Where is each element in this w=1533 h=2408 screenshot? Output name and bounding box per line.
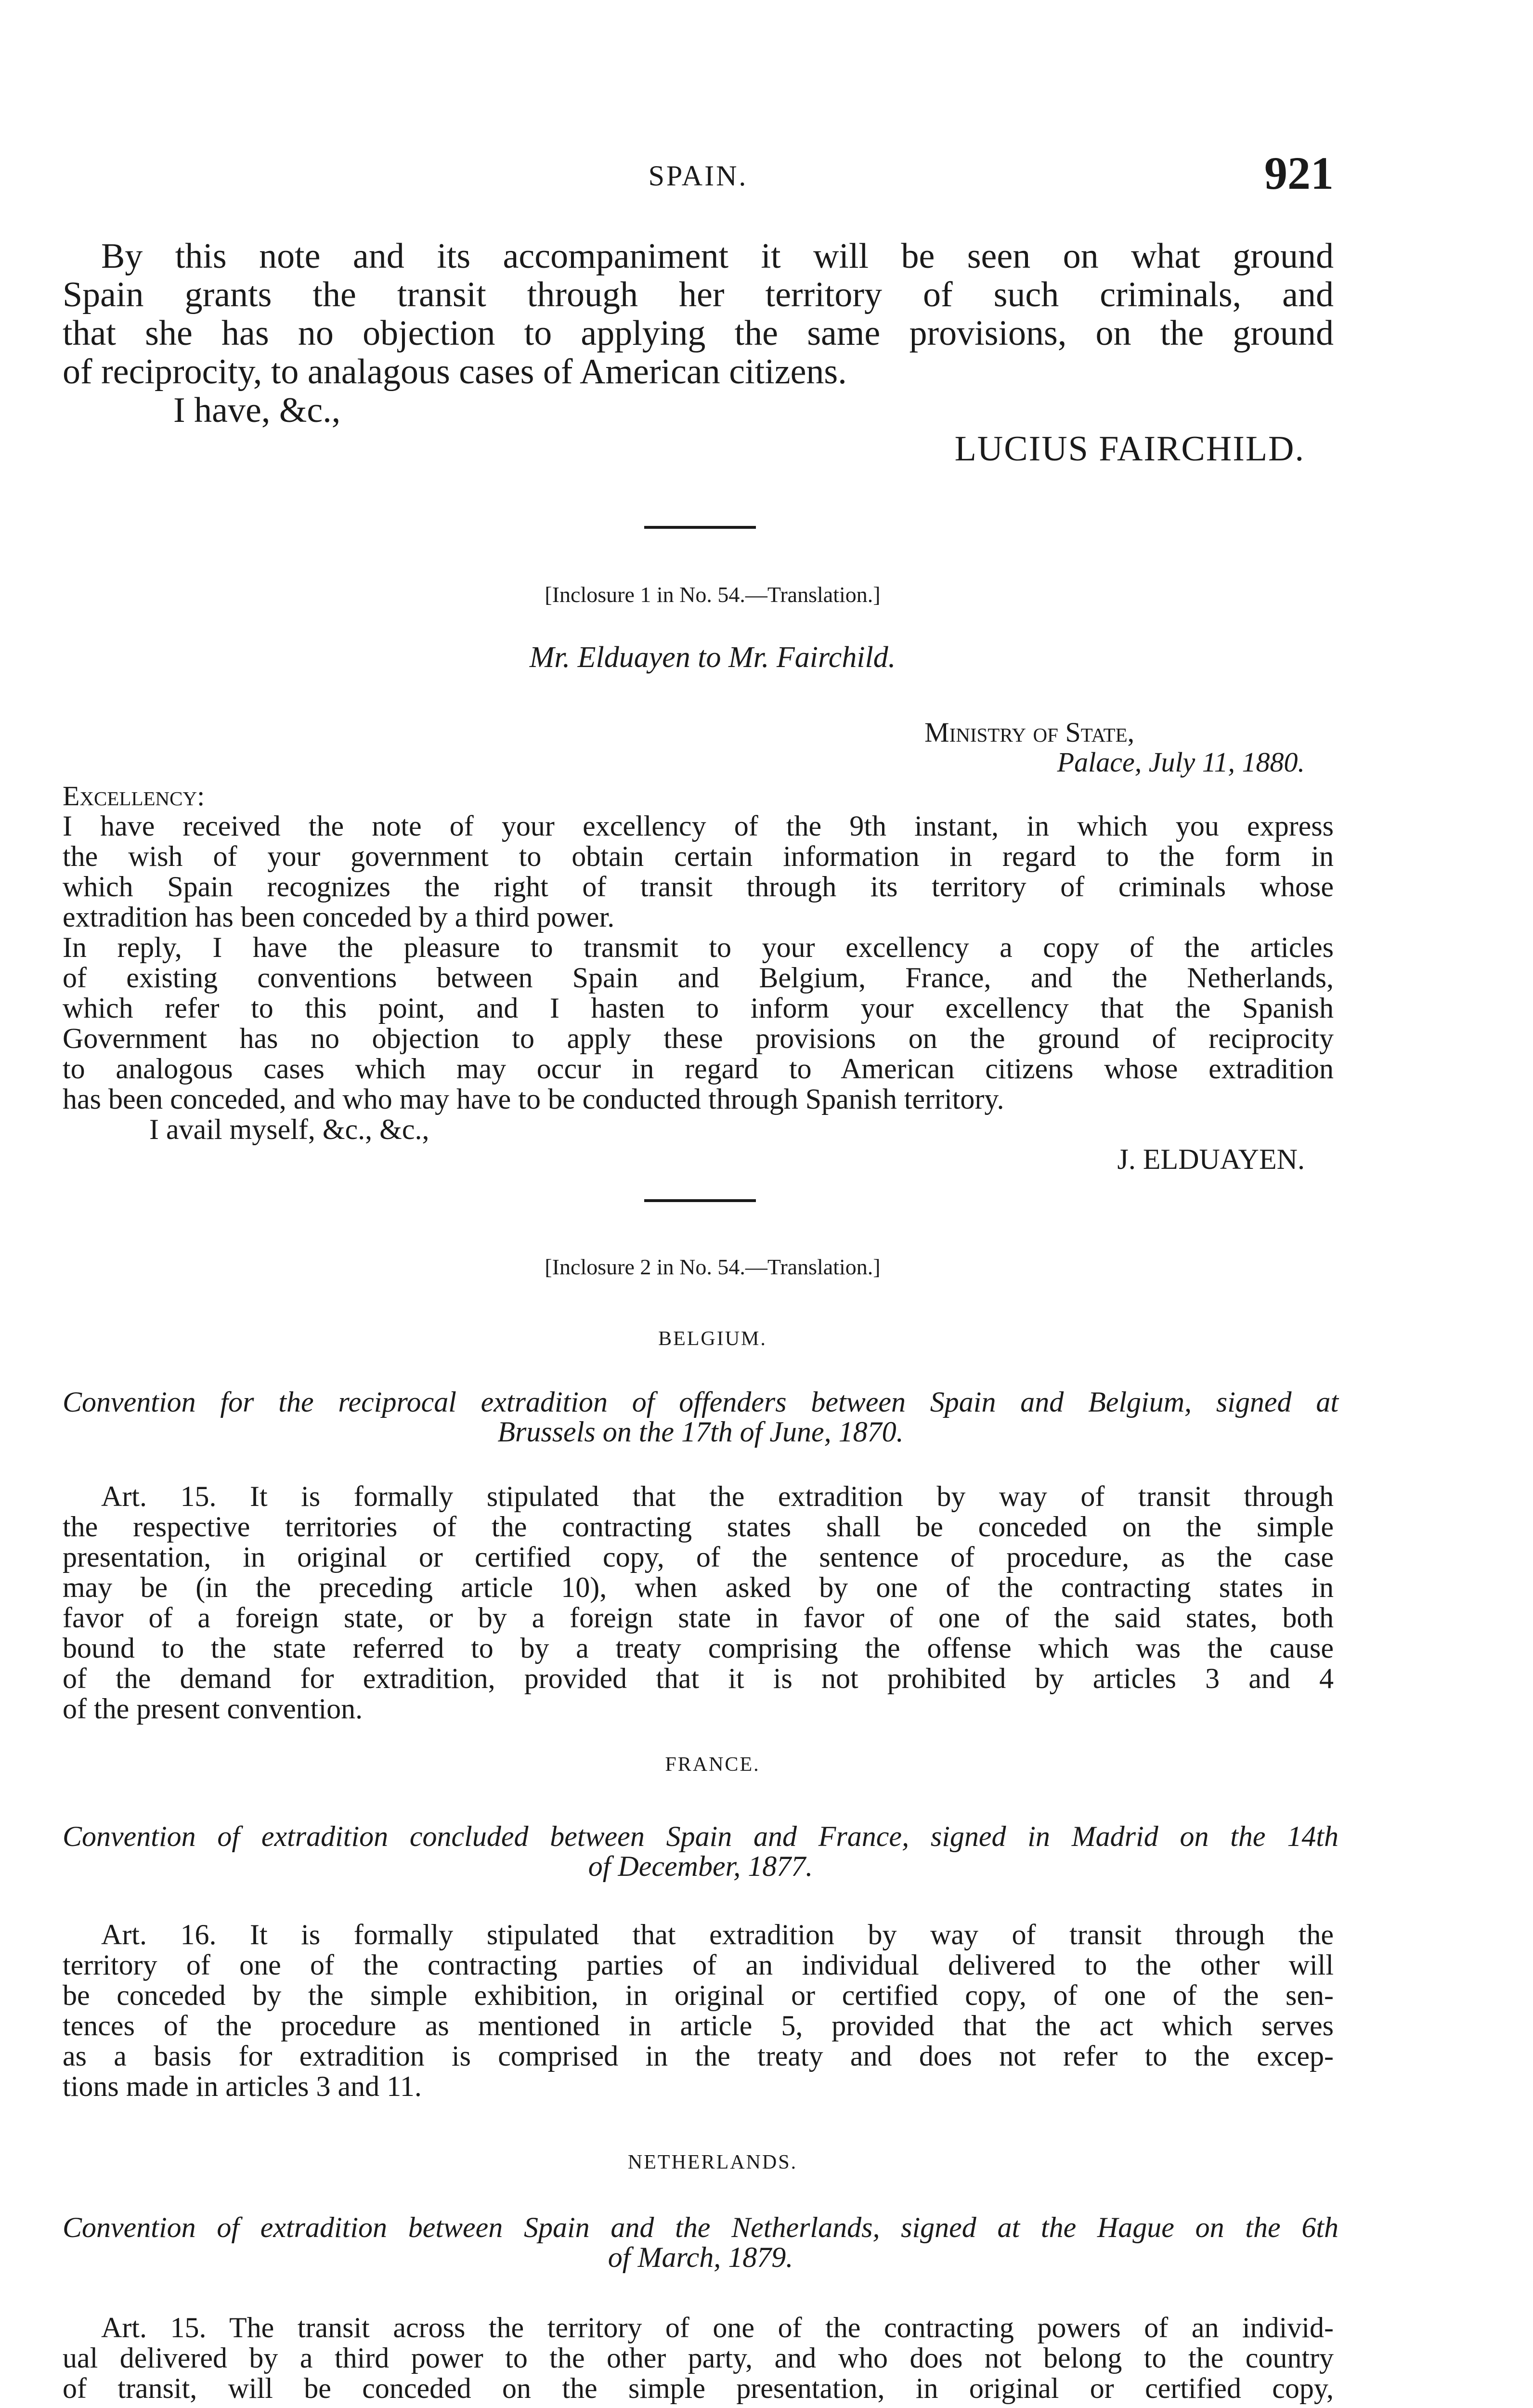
letter-line: In reply, I have the pleasure to transmit to your excellency a copy of the articles: [63, 931, 1334, 963]
letter-line: to analogous cases which may occur in regard to American citizens whose extradition: [63, 1053, 1334, 1085]
article-line: tences of the procedure as mentioned in article 5, provided that the act which serves: [63, 2010, 1334, 2042]
inclosure-1-heading: [Inclosure 1 in No. 54.—Translation.]: [545, 582, 881, 607]
netherlands-title-line: Convention of extradition between Spain and the Netherlands, signed at the Hague on the 6th: [63, 2212, 1338, 2243]
article-line: tions made in articles 3 and 11.: [63, 2070, 422, 2102]
belgium-title-line: Brussels on the 17th of June, 1870.: [497, 1416, 904, 1448]
netherlands-heading: NETHERLANDS.: [627, 2151, 798, 2173]
article-line: territory of one of the contracting parties of an individual delivered to the other will: [63, 1949, 1334, 1981]
letter-closing: I avail myself, &c., &c.,: [149, 1113, 429, 1145]
article-line: of transit, will be conceded on the simple presentation, in original or certified copy,: [63, 2372, 1334, 2404]
france-heading: FRANCE.: [665, 1754, 760, 1776]
france-title-line: of December, 1877.: [588, 1850, 813, 1882]
letter-date: Palace, July 11, 1880.: [1057, 746, 1305, 778]
letter-line: Government has no objection to apply these provisions on the ground of reciprocity: [63, 1022, 1334, 1054]
section-divider: [644, 1199, 756, 1202]
inclosure-1-title: Mr. Elduayen to Mr. Fairchild.: [529, 641, 896, 674]
opening-closing: I have, &c.,: [173, 391, 341, 430]
letter-paragraph-2: [63, 932, 1334, 1114]
letter-signature: J. ELDUAYEN.: [1117, 1143, 1305, 1175]
letter-line: which refer to this point, and I hasten to inform your excellency that the Spanish: [63, 992, 1334, 1024]
article-line: may be (in the preceding article 10), when asked by one of the contracting states in: [63, 1571, 1334, 1603]
article-line: as a basis for extradition is comprised in the treaty and does not refer to the excep-: [63, 2040, 1334, 2072]
netherlands-title: [63, 2212, 1338, 2272]
letter-line: of existing conventions between Spain and Belgium, France, and the Netherlands,: [63, 962, 1334, 994]
article-line: presentation, in original or certified copy, of the sentence of procedure, as the case: [63, 1541, 1334, 1573]
letter-line: has been conceded, and who may have to be conducted through Spanish territory.: [63, 1083, 1004, 1115]
opening-line: By this note and its accompaniment it will be seen on what ground: [101, 236, 1334, 276]
running-head: SPAIN.: [648, 160, 748, 192]
page-number: 921: [1264, 147, 1334, 199]
belgium-title: [63, 1387, 1338, 1447]
article-line: bound to the state referred to by a treaty comprising the offense which was the cause: [63, 1632, 1334, 1664]
opening-signature: LUCIUS FAIRCHILD.: [954, 429, 1305, 469]
belgium-article: [63, 1481, 1334, 1724]
netherlands-article: [63, 2313, 1334, 2404]
opening-line: that she has no objection to applying the same provisions, on the ground: [63, 314, 1334, 353]
article-line: Art. 15. It is formally stipulated that the extradition by way of transit through: [101, 1480, 1334, 1512]
letter-line: extradition has been conceded by a third power.: [63, 901, 615, 933]
france-title-line: Convention of extradition concluded between Spain and France, signed in Madrid on the 14th: [63, 1820, 1338, 1852]
inclosure-2-heading: [Inclosure 2 in No. 54.—Translation.]: [545, 1255, 881, 1279]
opening-line: of reciprocity, to analagous cases of American citizens.: [63, 352, 847, 392]
opening-paragraph: [63, 237, 1334, 391]
letter-paragraph-1: [63, 811, 1334, 932]
belgium-heading: BELGIUM.: [658, 1328, 767, 1350]
netherlands-title-line: of March, 1879.: [608, 2241, 793, 2273]
letter-salutation: Excellency:: [63, 780, 205, 811]
article-line: of the demand for extradition, provided that it is not prohibited by articles 3 and 4: [63, 1662, 1334, 1694]
france-article: [63, 1920, 1334, 2102]
letter-place: Ministry of State,: [924, 717, 1135, 748]
article-line: favor of a foreign state, or by a foreign state in favor of one of the said states, both: [63, 1602, 1334, 1634]
article-line: the respective territories of the contracting states shall be conceded on the simple: [63, 1511, 1334, 1543]
letter-line: I have received the note of your excellency of the 9th instant, in which you express: [63, 810, 1334, 842]
belgium-title-line: Convention for the reciprocal extradition of offenders between Spain and Belgium, signed at: [63, 1386, 1338, 1418]
letter-line: the wish of your government to obtain certain information in regard to the form in: [63, 840, 1334, 872]
letter-line: which Spain recognizes the right of transit through its territory of criminals whose: [63, 871, 1334, 903]
article-line: be conceded by the simple exhibition, in original or certified copy, of one of the sen-: [63, 1979, 1334, 2011]
article-line: Art. 16. It is formally stipulated that extradition by way of transit through the: [101, 1919, 1334, 1950]
france-title: [63, 1821, 1338, 1881]
article-line: of the present convention.: [63, 1693, 363, 1725]
opening-line: Spain grants the transit through her territory of such criminals, and: [63, 275, 1334, 314]
section-divider: [644, 526, 756, 529]
article-line: Art. 15. The transit across the territory of one of the contracting powers of an individ-: [101, 2312, 1334, 2343]
article-line: ual delivered by a third power to the other party, and who does not belong to the country: [63, 2342, 1334, 2374]
